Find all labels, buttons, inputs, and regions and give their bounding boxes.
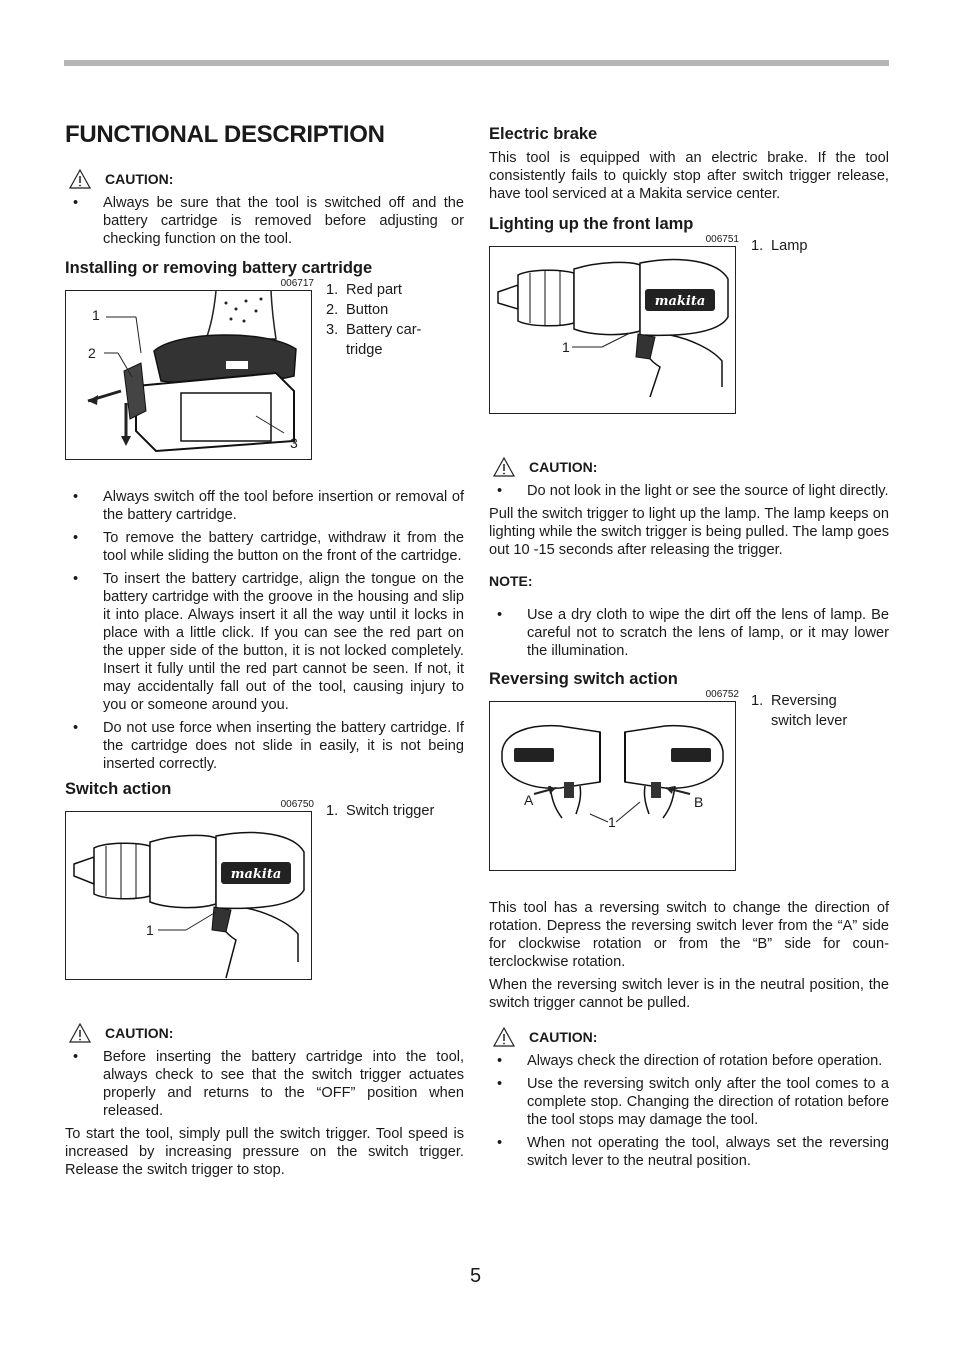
callout-1: 1 xyxy=(608,814,616,830)
lamp-figure xyxy=(489,234,889,414)
list-item: • Before inserting the battery cartridge into the tool, always check to see that the switch trigger actuates properly and returns to the “OFF” position when released. xyxy=(73,1049,464,1119)
warning-triangle-icon xyxy=(69,1023,91,1043)
figure-code: 006751 xyxy=(705,234,739,245)
caution-label: CAUTION: xyxy=(105,171,174,187)
list-item: • Use the reversing switch only after the tool comes to a complete stop. Changing the direction of rotation before the tool stops may damage the tool. xyxy=(497,1076,889,1128)
battery-heading: Installing or removing battery cartridge xyxy=(65,259,373,277)
callout-1: 1 xyxy=(146,922,154,938)
list-item: • When not operating the tool, always set the reversing switch lever to the neutral position. xyxy=(497,1135,889,1169)
legend-item: 1. Reversing switch lever xyxy=(751,693,848,729)
callout-1: 1 xyxy=(562,339,570,355)
reversing-paragraph-2: When the reversing switch lever is in the neutral position, the switch trigger cannot be pulled. xyxy=(489,977,889,1011)
lamp-paragraph: Pull the switch trigger to light up the lamp. The lamp keeps on lighting while the switch trigger is being pulled. The lamp goes out 10 -15 seconds after releasing the trigger. xyxy=(489,506,889,558)
caution-header xyxy=(65,168,464,190)
list-item: • Always be sure that the tool is switched off and the battery cartridge is removed before adjusting or checking function on the tool. xyxy=(73,195,464,247)
battery-illustration xyxy=(65,290,312,460)
figure-code: 006717 xyxy=(280,278,314,289)
callout-1: 1 xyxy=(92,307,100,323)
callout-b: B xyxy=(694,794,704,810)
switch-paragraph: To start the tool, simply pull the switch trigger. Tool speed is increased by increasing pressure on the switch trigger. Release the switch trigger to stop. xyxy=(65,1126,464,1178)
legend-item: 1. Switch trigger xyxy=(326,803,435,819)
warning-triangle-icon xyxy=(493,457,515,477)
list-item: • Always switch off the tool before insertion or removal of the battery cartridge. xyxy=(73,489,464,523)
lamp-heading: Lighting up the front lamp xyxy=(489,215,694,233)
caution-list xyxy=(65,194,464,248)
reversing-figure xyxy=(489,689,889,871)
list-item: • Do not look in the light or see the source of light directly. xyxy=(497,483,889,499)
caution-header xyxy=(489,1026,889,1048)
caution-list xyxy=(489,1052,889,1170)
reversing-heading: Reversing switch action xyxy=(489,670,678,688)
page-number: 5 xyxy=(470,1265,482,1287)
reversing-illustration xyxy=(489,701,736,871)
list-item: • Always check the direction of rotation before operation. xyxy=(497,1053,883,1069)
list-item: • Do not use force when inserting the battery cartridge. If the cartridge does not slide in easily, it is not being inserted correctly. xyxy=(73,720,464,772)
list-item: • To insert the battery cartridge, align the tongue on the battery cartridge with the groove in the housing and slip it into place. Always insert it all the way until it locks in place with a little click. If you can see the red part on the upper side of the button, it is not locked completely. Insert it fully until the red part cannot be seen. If not, it may accidentally fall out of the tool, causing injury to you or someone around you. xyxy=(73,571,464,713)
caution-label: CAUTION: xyxy=(529,459,598,475)
caution-label: CAUTION: xyxy=(529,1029,598,1045)
page-title: FUNCTIONAL DESCRIPTION xyxy=(65,121,385,148)
warning-triangle-icon xyxy=(493,1027,515,1047)
figure-legend xyxy=(326,278,432,460)
svg-text:makita: makita xyxy=(654,294,706,309)
switch-heading: Switch action xyxy=(65,780,172,798)
warning-triangle-icon xyxy=(69,169,91,189)
legend-item: 3. Battery car-tridge xyxy=(326,322,422,358)
right-column xyxy=(489,118,889,1175)
reversing-paragraph-1: This tool has a reversing switch to change the direction of rotation. Depress the reversing switch lever from the “A” side for clockwise rotation or from the “B” side for coun-terclockwise rotation. xyxy=(489,900,889,970)
switch-figure xyxy=(65,799,464,980)
figure-legend xyxy=(326,799,434,980)
svg-text:makita: makita xyxy=(230,867,282,882)
callout-2: 2 xyxy=(88,345,96,361)
battery-list xyxy=(65,488,464,773)
figure-legend xyxy=(751,689,871,871)
brake-heading: Electric brake xyxy=(489,125,598,143)
drill-illustration xyxy=(65,811,312,980)
figure-code: 006750 xyxy=(280,799,314,810)
figure-code: 006752 xyxy=(705,689,739,700)
caution-label: CAUTION: xyxy=(105,1025,174,1041)
legend-item: 1. Lamp xyxy=(751,238,808,254)
callout-3: 3 xyxy=(290,435,298,451)
battery-figure xyxy=(65,278,464,460)
lamp-illustration xyxy=(489,246,736,414)
brake-paragraph: This tool is equipped with an electric brake. If the tool consistently fails to quickly stop after switch trigger release, have tool serviced at a Makita service center. xyxy=(489,150,889,202)
note-list xyxy=(489,606,889,660)
caution-header xyxy=(65,1022,464,1044)
figure-legend xyxy=(751,234,808,414)
caution-header xyxy=(489,456,889,478)
top-rule xyxy=(64,60,889,66)
caution-list xyxy=(65,1048,464,1120)
callout-a: A xyxy=(524,792,534,808)
list-item: • To remove the battery cartridge, withdraw it from the tool while sliding the button on the front of the cartridge. xyxy=(73,530,464,564)
legend-item: 2. Button xyxy=(326,302,389,318)
note-label: NOTE: xyxy=(489,573,533,589)
list-item: • Use a dry cloth to wipe the dirt off the lens of lamp. Be careful not to scratch the lens of lamp, or it may lower the illumination. xyxy=(497,607,889,659)
left-column xyxy=(65,118,464,1179)
legend-item: 1. Red part xyxy=(326,282,402,298)
caution-list xyxy=(489,482,889,500)
